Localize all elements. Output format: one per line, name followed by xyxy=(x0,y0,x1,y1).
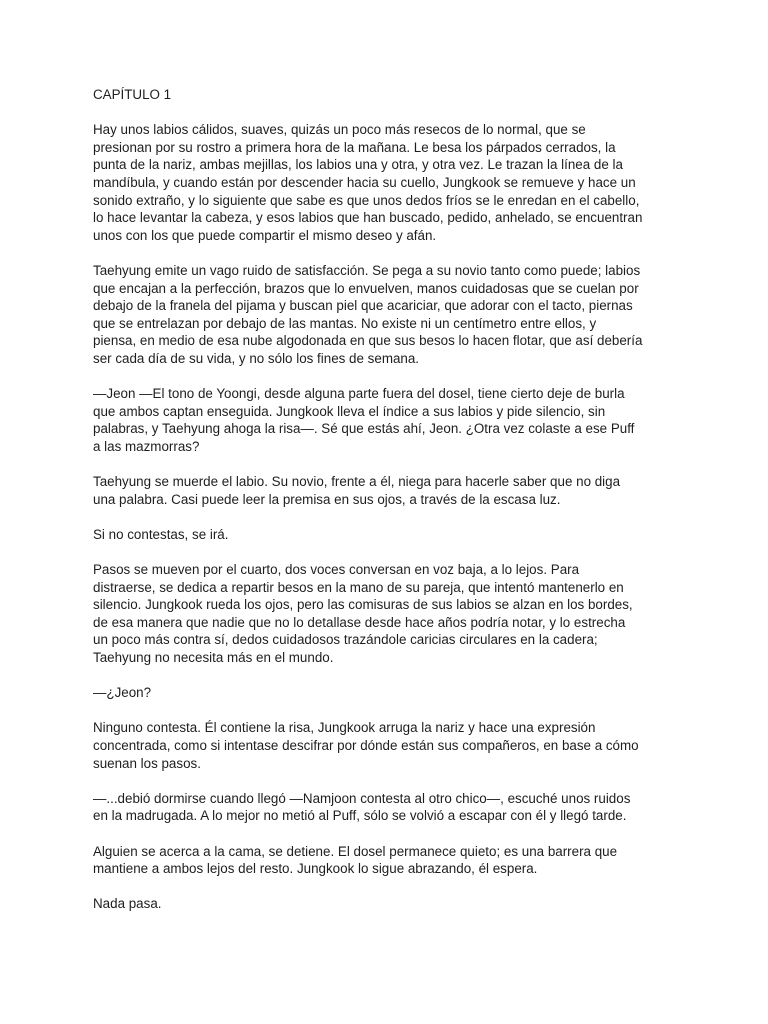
text-line: un poco más contra sí, dedos cuidadosos trazándole caricias circulares en la cadera; xyxy=(93,632,598,648)
text-line: distraerse, se dedica a repartir besos en la mano de su pareja, que intentó mantenerlo en xyxy=(93,579,624,595)
chapter-title: CAPÍTULO 1 xyxy=(93,87,172,102)
text-line: mantiene a ambos lejos del resto. Jungkook lo sigue abrazando, él espera. xyxy=(93,861,538,877)
text-line: a las mazmorras? xyxy=(93,438,200,454)
text-line: lo hace levantar la cabeza, y esos labios que han buscado, pedido, anhelado, se encuentran xyxy=(93,210,643,226)
text-line: piensa, en medio de esa nube algodonada en que sus besos lo hacen flotar, que así debería xyxy=(93,333,643,349)
text-line: una palabra. Casi puede leer la premisa en sus ojos, a través de la escasa luz. xyxy=(93,491,561,507)
text-line: Hay unos labios cálidos, suaves, quizás un poco más resecos de lo normal, que se xyxy=(93,122,586,138)
text-line: —Jeon —El tono de Yoongi, desde alguna parte fuera del dosel, tiene cierto deje de burla xyxy=(93,386,625,402)
text-line: presionan por su rostro a primera hora de la mañana. Le besa los párpados cerrados, la xyxy=(93,139,616,155)
paragraph xyxy=(93,526,683,544)
text-line: en la madrugada. A lo mejor no metió al Puff, sólo se volvió a escapar con él y llegó tarde. xyxy=(93,808,627,824)
text-line: Taehyung no necesita más en el mundo. xyxy=(93,650,334,665)
text-line: —¿Jeon? xyxy=(93,685,152,701)
text-line: Pasos se mueven por el cuarto, dos voces conversan en voz baja, a lo lejos. Para xyxy=(93,562,580,578)
text-line: de esa manera que nadie que no lo detallase desde hace años podría notar, y lo estrecha xyxy=(93,614,626,630)
text-line: silencio. Jungkook rueda los ojos, pero las comisuras de sus labios se alzan en los bordes, xyxy=(93,597,633,613)
paragraph xyxy=(93,843,683,878)
text-line: punta de la nariz, ambas mejillas, los labios una y otra, y otra vez. Le trazan la línea de la xyxy=(93,157,623,173)
paragraph xyxy=(93,121,683,244)
text-line: Alguien se acerca a la cama, se detiene. El dosel permanece quieto; es una barrera que xyxy=(93,843,618,859)
paragraph xyxy=(93,790,683,825)
paragraph xyxy=(93,473,683,508)
text-line: debajo de la franela del pijama y buscan piel que acariciar, que adorar con el tacto, piernas xyxy=(93,298,633,314)
text-line: que ambos captan enseguida. Jungkook lleva el índice a sus labios y pide silencio, sin xyxy=(93,403,606,419)
text-line: palabras, y Taehyung ahoga la risa—. Sé que estás ahí, Jeon. ¿Otra vez colaste a ese Puff xyxy=(93,421,635,437)
text-line: que se entrelazan por debajo de las mantas. No existe ni un centímetro entre ellos, y xyxy=(93,315,597,331)
paragraph xyxy=(93,561,683,667)
text-line: mandíbula, y cuando están por descender hacia su cuello, Jungkook se remueve y hace un xyxy=(93,174,636,190)
text-line: suenan los pasos. xyxy=(93,755,201,771)
text-line: Si no contestas, se irá. xyxy=(93,526,229,542)
text-line: unos con los que puede compartir el mismo deseo y afán. xyxy=(93,227,437,243)
text-line: Ninguno contesta. Él contiene la risa, Jungkook arruga la nariz y hace una expresión xyxy=(93,720,596,736)
text-line: que encajan a la perfección, brazos que lo envuelven, manos cuidadosas que se cuelan por xyxy=(93,280,639,296)
paragraph xyxy=(93,262,683,368)
text-line: ser cada día de su vida, y no sólo los fines de semana. xyxy=(93,350,420,366)
paragraph xyxy=(93,684,683,702)
paragraph-list xyxy=(93,121,683,913)
text-line: sonido extraño, y lo siguiente que sabe es que unos dedos fríos se le enredan en el cabello, xyxy=(93,192,640,208)
text-line: concentrada, como si intentase descifrar por dónde están sus compañeros, en base a cómo xyxy=(93,737,639,753)
paragraph xyxy=(93,385,683,455)
text-line: Taehyung se muerde el labio. Su novio, frente a él, niega para hacerle saber que no diga xyxy=(93,474,621,490)
paragraph xyxy=(93,895,683,913)
document-body xyxy=(93,86,683,931)
text-line: Nada pasa. xyxy=(93,896,162,912)
paragraph xyxy=(93,719,683,772)
text-line: Taehyung emite un vago ruido de satisfacción. Se pega a su novio tanto como puede; labios xyxy=(93,262,641,278)
text-line: —...debió dormirse cuando llegó —Namjoon contesta al otro chico—, escuché unos ruidos xyxy=(93,790,631,806)
